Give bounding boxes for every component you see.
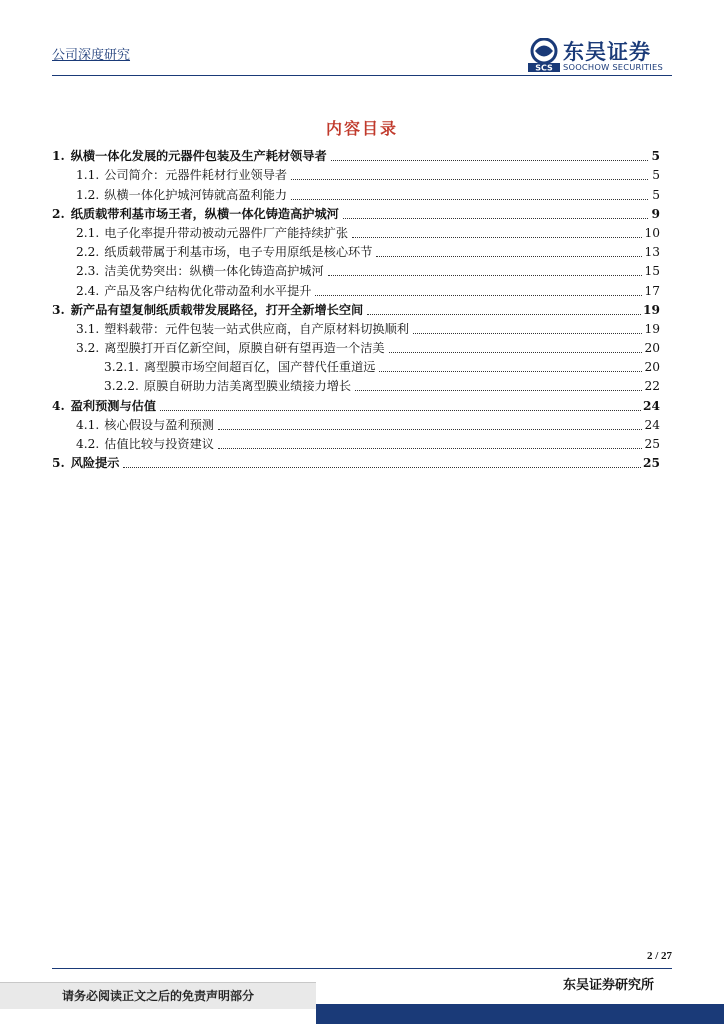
toc-entry-title: 纵横一体化护城河铸就高盈利能力 [104,187,288,202]
toc-entry[interactable] [52,375,660,394]
toc-entry[interactable] [52,145,660,164]
toc-entry-page: 10 [644,225,660,240]
toc-leader-dots [218,447,643,449]
toc-leader-dots [343,217,648,219]
toc-leader-dots [315,294,642,296]
toc-entry-number: 5. [52,456,65,471]
toc-entry-title: 离型膜市场空间超百亿，国产替代任重道远 [143,360,376,375]
toc-leader-dots [291,198,648,200]
logo-mark-text: SCS [535,63,553,72]
toc-leader-dots [218,428,643,430]
toc-entry-number: 4.1. [76,417,100,432]
toc-entry[interactable] [52,203,660,222]
toc-entry-page: 20 [644,360,660,375]
toc-entry-title: 纵横一体化发展的元器件包装及生产耗材领导者 [70,149,327,164]
page-number: 2 / 27 [646,950,672,962]
toc-entry-title: 离型膜打开百亿新空间，原膜自研有望再造一个洁美 [104,341,385,356]
toc-leader-dots [331,159,648,161]
toc-leader-dots [367,313,641,315]
toc-entry-title: 新产品有望复制纸质载带发展路径，打开全新增长空间 [70,302,364,317]
toc-leader-dots [413,332,643,334]
toc-entry-number: 2.4. [76,283,100,298]
toc-entry-title: 盈利预测与估值 [70,398,157,413]
toc-entry-page: 25 [644,437,660,451]
toc-entry-title: 纸质载带属于利基市场，电子专用原纸是核心环节 [104,245,373,260]
report-type-label: 公司深度研究 [52,48,131,63]
company-logo [527,38,677,74]
toc-entry[interactable] [52,164,660,183]
toc-entry-title: 风险提示 [70,456,120,471]
toc-entry[interactable] [52,183,660,202]
toc-leader-dots [291,178,648,180]
toc-entry-number: 3.2.2. [104,379,139,394]
toc-entry-title: 产品及客户结构优化带动盈利水平提升 [104,283,312,298]
toc-entry-number: 1.1. [76,168,100,183]
toc-entry[interactable] [52,299,660,318]
toc-entry[interactable] [52,414,660,433]
toc-entry-title: 核心假设与盈利预测 [104,417,214,432]
toc-entry[interactable] [52,279,660,298]
toc-entry-page: 20 [644,341,660,356]
toc-entry[interactable] [52,433,660,452]
toc-entry-page: 22 [644,379,660,394]
toc-entry-number: 3.1. [76,321,100,336]
toc-entry[interactable] [52,241,660,260]
toc-entry-number: 1.2. [76,187,100,202]
toc-entry-title: 塑料载带：元件包装一站式供应商，自产原材料切换顺利 [104,321,409,336]
institute-name: 东吴证券研究所 [562,978,654,993]
toc-entry-title: 估值比较与投资建议 [104,437,214,451]
toc-entry-page: 17 [644,283,660,298]
toc-entry-number: 3. [52,302,65,317]
toc-leader-dots [123,466,641,468]
toc-entry-number: 2.1. [76,225,100,240]
toc-entry-number: 2. [52,206,65,221]
toc-leader-dots [352,236,642,238]
toc-leader-dots [379,370,642,372]
toc-entry[interactable] [52,222,660,241]
toc-leader-dots [160,409,641,411]
soochow-logo-icon [527,38,561,72]
toc-entry-title: 公司简介：元器件耗材行业领导者 [104,168,288,183]
toc-leader-dots [328,274,643,276]
toc-entry-number: 3.2.1. [104,360,139,375]
toc-entry-page: 19 [643,302,660,317]
toc-entry-page: 19 [644,321,660,336]
toc-entry-page: 13 [644,245,660,260]
toc-entry-number: 2.2. [76,245,100,260]
toc-entry[interactable] [52,260,660,279]
toc-entry-page: 25 [643,456,660,471]
toc-entry-title: 洁美优势突出：纵横一体化铸造高护城河 [104,264,324,279]
disclaimer-box [0,982,316,1009]
toc-entry-title: 电子化率提升带动被动元器件厂产能持续扩张 [104,225,349,240]
toc-title: 内容目录 [325,119,398,138]
toc-entry-page: 15 [644,264,660,279]
toc-entry-number: 2.3. [76,264,100,279]
toc-entry-number: 3.2. [76,341,100,356]
disclaimer-text: 请务必阅读正文之后的免责声明部分 [62,989,255,1003]
toc-leader-dots [376,255,642,257]
table-of-contents [52,145,660,471]
toc-entry[interactable] [52,318,660,337]
logo-english-name: SOOCHOW SECURITIES [563,62,663,72]
toc-entry[interactable] [52,452,660,471]
toc-entry-page: 5 [651,149,660,164]
toc-entry-page: 9 [651,206,660,221]
toc-entry-page: 5 [652,168,660,183]
header-divider [52,75,672,76]
logo-chinese-name: 东吴证券 [563,40,651,64]
toc-entry-page: 24 [644,417,660,432]
toc-entry[interactable] [52,394,660,413]
toc-entry-number: 1. [52,149,65,164]
footer-divider [52,968,672,969]
toc-entry[interactable] [52,337,660,356]
toc-entry-number: 4. [52,398,65,413]
footer-bar [316,1004,724,1024]
toc-entry-number: 4.2. [76,437,100,451]
toc-entry[interactable] [52,356,660,375]
toc-entry-page: 24 [643,398,660,413]
toc-leader-dots [389,351,643,353]
toc-entry-title: 纸质载带利基市场王者，纵横一体化铸造高护城河 [70,206,339,221]
toc-leader-dots [355,389,642,391]
toc-entry-page: 5 [652,187,660,202]
toc-entry-title: 原膜自研助力洁美离型膜业绩接力增长 [143,379,352,394]
